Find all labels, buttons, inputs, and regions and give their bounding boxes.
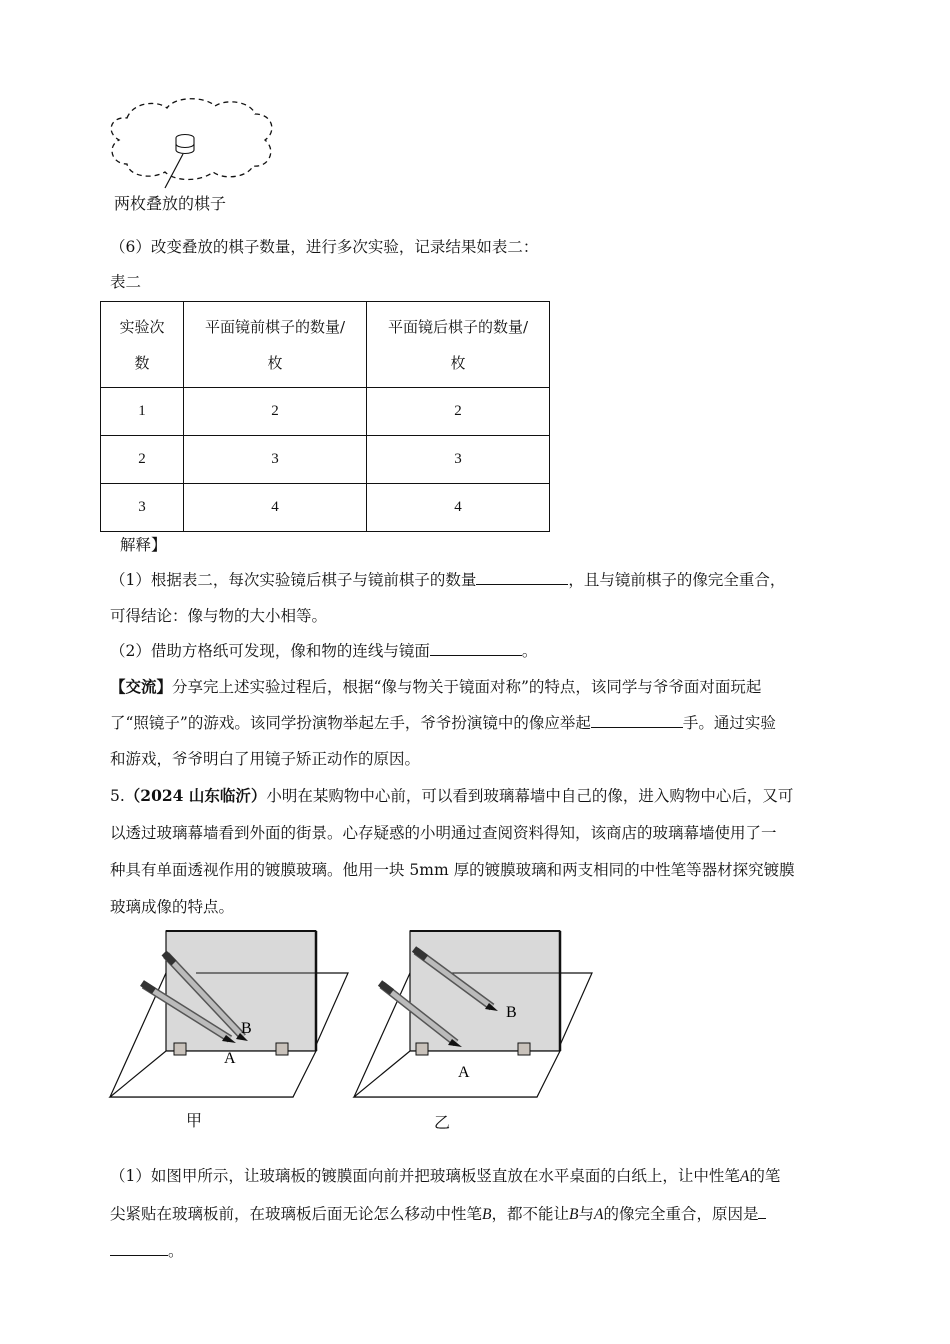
figure-caption: 两枚叠放的棋子: [114, 194, 227, 213]
table-cell: 2: [367, 388, 550, 436]
chess-block: [276, 1043, 288, 1055]
answer-blank[interactable]: [758, 1204, 766, 1219]
table-cell: 4: [184, 484, 367, 532]
table-title: 表二: [110, 273, 142, 291]
chess-block: [518, 1043, 530, 1055]
explain-p2: （2）借助方格纸可发现，像和物的连线与镜面 。: [110, 642, 538, 660]
answer-blank[interactable]: [591, 713, 683, 728]
chess-block: [416, 1043, 428, 1055]
pointer-line: [165, 154, 183, 188]
glass-plate: [410, 931, 560, 1051]
header-back-count: 平面镜后棋子的数量/ 枚: [367, 302, 550, 388]
exchange-l3: 和游戏，爷爷明白了用镜子矫正动作的原因。: [110, 750, 421, 768]
label-a: A: [458, 1064, 470, 1081]
explain-p1-cont: 可得结论：像与物的大小相等。: [110, 607, 328, 625]
table-cell: 3: [367, 436, 550, 484]
label-b: B: [241, 1020, 252, 1037]
answer-blank[interactable]: [110, 1241, 168, 1256]
table-row: [101, 484, 550, 532]
label-b: B: [506, 1004, 517, 1021]
table-cell: 1: [101, 388, 184, 436]
q5-l4: 玻璃成像的特点。: [110, 898, 235, 916]
results-table: [100, 301, 550, 532]
table-row: [101, 388, 550, 436]
q5-1-l2: 尖紧贴在玻璃板前，在玻璃板后面无论怎么移动中性笔B，都不能让B与A的像完全重合，原因是: [110, 1204, 766, 1225]
figure-jia: [108, 925, 353, 1105]
figure-caption-yi: 乙: [434, 1113, 451, 1132]
header-trials: 实验次 数: [101, 302, 184, 388]
stacked-chess-pieces-icon: [176, 135, 194, 154]
q5-1-l3: 。: [110, 1241, 184, 1261]
table-header-row: [101, 302, 550, 388]
figure-yi: [352, 925, 597, 1105]
chess-block: [174, 1043, 186, 1055]
cloud-figure: [105, 96, 280, 191]
table-row: [101, 436, 550, 484]
label-a: A: [224, 1050, 236, 1067]
answer-blank[interactable]: [430, 641, 522, 656]
explain-p1: （1）根据表二，每次实验镜后棋子与镜前棋子的数量 ，且与镜前棋子的像完全重合，: [110, 571, 786, 589]
q5-1-l1: （1）如图甲所示，让玻璃板的镀膜面向前并把玻璃板竖直放在水平桌面的白纸上，让中性笔A的笔: [110, 1167, 781, 1185]
table-cell: 4: [367, 484, 550, 532]
table-cell: 2: [184, 388, 367, 436]
exchange-l1: 【交流】分享完上述实验过程后，根据“像与物关于镜面对称”的特点，该同学与爷爷面对面玩起: [110, 677, 762, 696]
q5-l2: 以透过玻璃幕墙看到外面的街景。心存疑惑的小明通过查阅资料得知，该商店的玻璃幕墙使用了一: [110, 824, 777, 842]
answer-blank[interactable]: [476, 570, 568, 585]
explain-title: 解释】: [120, 536, 167, 554]
figure-caption-jia: 甲: [186, 1111, 203, 1130]
q5-l3: 种具有单面透视作用的镀膜玻璃。他用一块 5mm 厚的镀膜玻璃和两支相同的中性笔等器材探究镀膜: [110, 861, 795, 879]
header-front-count: 平面镜前棋子的数量/ 枚: [184, 302, 367, 388]
q6-text: （6）改变叠放的棋子数量，进行多次实验，记录结果如表二：: [110, 238, 539, 256]
table-cell: 3: [184, 436, 367, 484]
table-cell: 2: [101, 436, 184, 484]
q5-l1: 5.（2024 山东临沂）小明在某购物中心前，可以看到玻璃幕墙中自己的像，进入购物中心后，又可: [110, 786, 794, 805]
exchange-l2: 了“照镜子”的游戏。该同学扮演物举起左手，爷爷扮演镜中的像应举起 手。通过实验: [110, 714, 776, 732]
table-cell: 3: [101, 484, 184, 532]
